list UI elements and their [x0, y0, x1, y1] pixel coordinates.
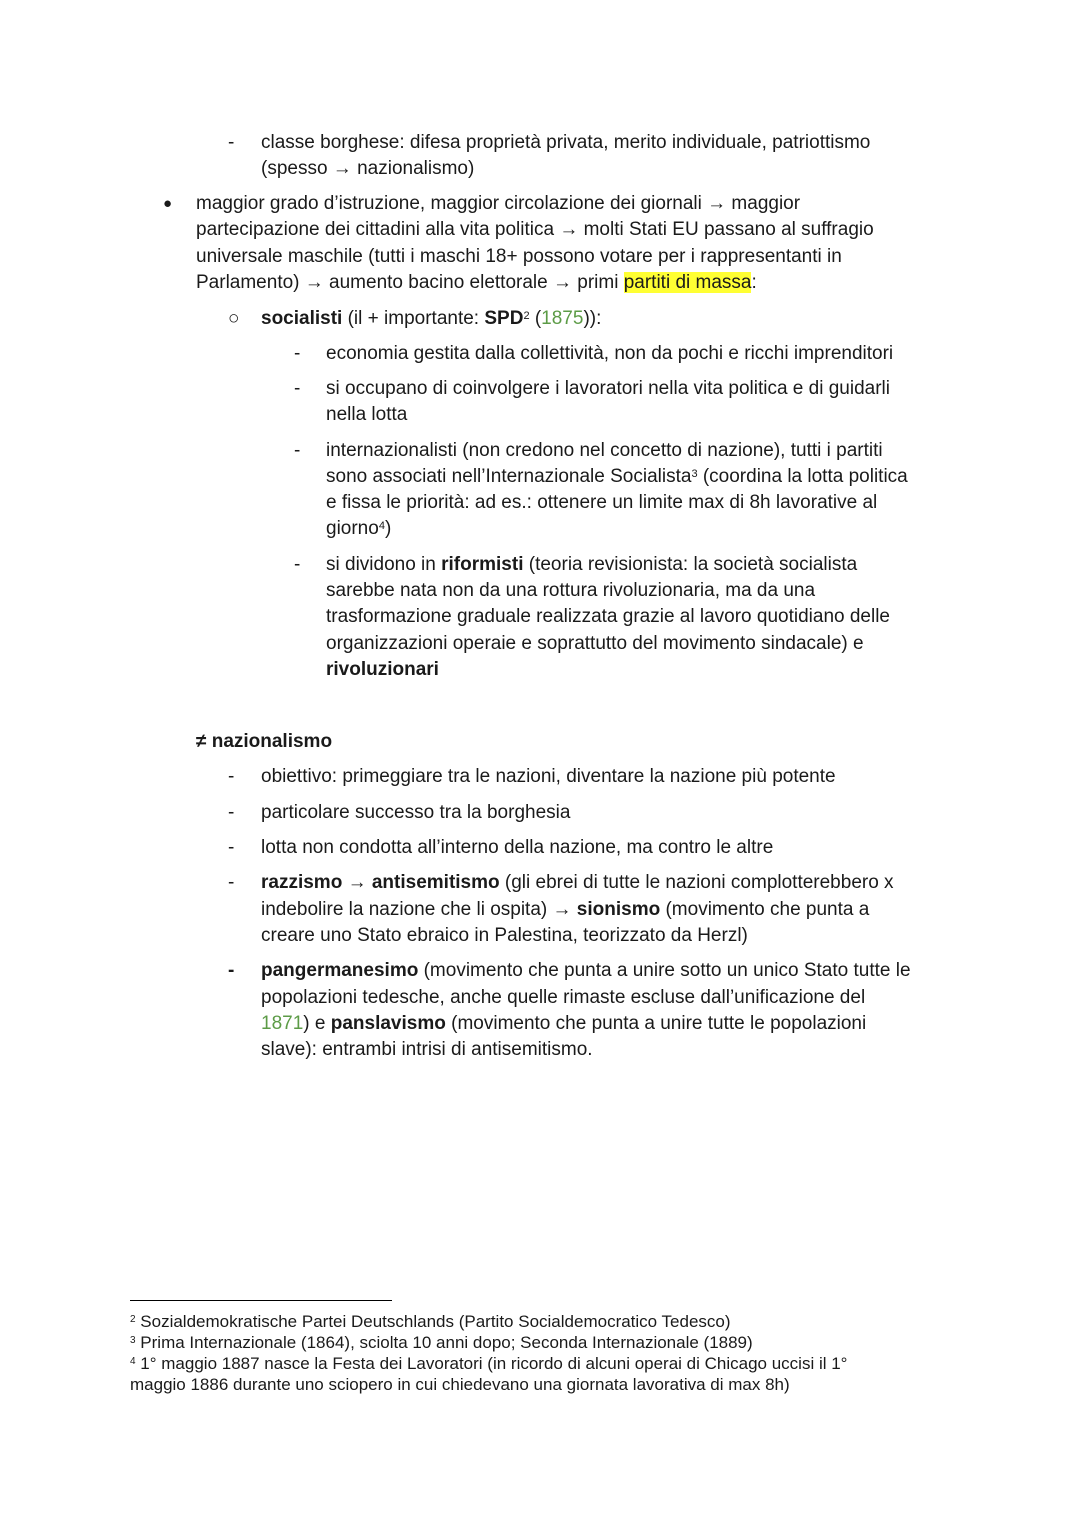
- text-line: internazionalisti (non credono nel concetto di nazione), tutti i partiti: [326, 440, 883, 461]
- footnote-number: 2: [130, 1314, 136, 1325]
- dash-marker: -: [228, 960, 235, 981]
- text-span: (il + importante:: [342, 308, 485, 329]
- bold-term: razzismo → antisemitismo: [261, 872, 500, 893]
- text-line: organizzazioni operaie e soprattutto del movimento sindacale) e: [326, 633, 864, 654]
- bold-term: riformisti: [441, 554, 524, 575]
- text-line: [261, 1011, 866, 1037]
- text-span: giorno: [326, 518, 379, 539]
- nazionalismo-heading: ≠ nazionalismo: [196, 731, 333, 752]
- text-line: particolare successo tra la borghesia: [261, 802, 571, 823]
- text-line: [326, 552, 857, 578]
- text-span: sono associati nell’Internazionale Socialista: [326, 466, 692, 487]
- bold-term: pangermanesimo: [261, 960, 419, 981]
- text-line: trasformazione graduale realizzata grazie al lavoro quotidiano delle: [326, 606, 890, 627]
- text-line: sarebbe nata non da una rottura rivoluzionaria, ma da una: [326, 580, 816, 601]
- footnote-ref: 2: [523, 310, 530, 322]
- footnote-text: 1° maggio 1887 nasce la Festa dei Lavoratori (in ricordo di alcuni operai di Chicago uccisi il 1°: [135, 1354, 848, 1373]
- dash-marker: -: [228, 766, 235, 787]
- text-span: (: [529, 308, 542, 329]
- socialisti-heading: [261, 306, 601, 332]
- text-line: [261, 870, 894, 896]
- dash-marker: -: [228, 837, 235, 858]
- text-line: nella lotta: [326, 404, 408, 425]
- footnote-4-continued: maggio 1886 durante uno sciopero in cui chiedevano una giornata lavorativa di max 8h): [130, 1375, 790, 1394]
- text-line: maggior grado d’istruzione, maggior circolazione dei giornali → maggior: [196, 193, 801, 214]
- footnote-number: 3: [130, 1335, 136, 1346]
- dash-marker: -: [294, 343, 301, 364]
- text-span: (teoria revisionista: la società socialista: [523, 554, 858, 575]
- text-line: economia gestita dalla collettività, non da pochi e ricchi imprenditori: [326, 343, 894, 364]
- bold-term: panslavismo: [330, 1013, 446, 1034]
- bold-term: socialisti: [261, 308, 343, 329]
- text-span: (movimento che punta a unire tutte le popolazioni: [445, 1013, 867, 1034]
- bold-term: SPD: [484, 308, 524, 329]
- text-line: si occupano di coinvolgere i lavoratori nella vita politica e di guidarli: [326, 378, 890, 399]
- year-link: 1875: [541, 308, 584, 329]
- footnote-text: Sozialdemokratische Partei Deutschlands (Partito Socialdemocratico Tedesco): [135, 1312, 731, 1331]
- text-span: (coordina la lotta politica: [697, 466, 908, 487]
- year-link: 1871: [261, 1013, 304, 1034]
- text-line: popolazioni tedesche, anche quelle rimaste escluse dall’unificazione del: [261, 987, 866, 1008]
- bullet-marker: ●: [163, 195, 173, 212]
- text-span: :: [751, 272, 757, 293]
- text-line: slave): entrambi intrisi di antisemitismo.: [261, 1039, 593, 1060]
- text-span: ): [384, 518, 392, 539]
- text-span: (gli ebrei di tutte le nazioni complotterebbero x: [499, 872, 894, 893]
- footnote-4: [130, 1353, 847, 1374]
- text-span: si dividono in: [326, 554, 442, 575]
- text-line: lotta non condotta all’interno della nazione, ma contro le altre: [261, 837, 774, 858]
- text-line: classe borghese: difesa proprietà privata, merito individuale, patriottismo: [261, 132, 871, 153]
- footnote-number: 4: [130, 1356, 136, 1367]
- text-line: [326, 516, 391, 542]
- text-span: Parlamento) → aumento bacino elettorale → primi: [196, 272, 624, 293]
- bold-term: sionismo: [576, 899, 661, 920]
- dash-marker: -: [228, 872, 235, 893]
- text-line: [196, 270, 757, 296]
- text-span: indebolire la nazione che li ospita) →: [261, 899, 577, 920]
- dash-marker: -: [228, 132, 235, 153]
- text-line: creare uno Stato ebraico in Palestina, teorizzato da Herzl): [261, 925, 748, 946]
- footnote-ref: 3: [691, 468, 698, 480]
- dash-marker: -: [228, 802, 235, 823]
- text-span: (movimento che punta a: [660, 899, 870, 920]
- text-span: (movimento che punta a unire sotto un unico Stato tutte le: [418, 960, 911, 981]
- text-line: [261, 958, 911, 984]
- text-line: e fissa le priorità: ad es.: ottenere un limite max di 8h lavorative al: [326, 492, 878, 513]
- footnote-ref: 4: [378, 520, 385, 532]
- text-line: [326, 657, 439, 683]
- dash-marker: -: [294, 378, 301, 399]
- dash-marker: -: [294, 440, 301, 461]
- bold-term: rivoluzionari: [326, 659, 439, 680]
- text-line: universale maschile (tutti i maschi 18+ possono votare per i rappresentanti in: [196, 246, 842, 267]
- dash-marker: -: [294, 554, 301, 575]
- circle-marker: ○: [228, 308, 240, 329]
- text-span: ) e: [303, 1013, 331, 1034]
- text-line: partecipazione dei cittadini alla vita politica → molti Stati EU passano al suffragio: [196, 219, 874, 240]
- text-line: obiettivo: primeggiare tra le nazioni, diventare la nazione più potente: [261, 766, 836, 787]
- text-line: [261, 897, 869, 923]
- footnote-2: [130, 1311, 731, 1332]
- footnote-3: [130, 1332, 753, 1353]
- text-line: (spesso → nazionalismo): [261, 158, 475, 179]
- highlight-partiti-di-massa: partiti di massa: [623, 272, 752, 293]
- text-line: [326, 464, 908, 490]
- text-span: )):: [583, 308, 602, 329]
- footnote-text: Prima Internazionale (1864), sciolta 10 anni dopo; Seconda Internazionale (1889): [135, 1333, 753, 1352]
- footnote-separator: [130, 1300, 392, 1301]
